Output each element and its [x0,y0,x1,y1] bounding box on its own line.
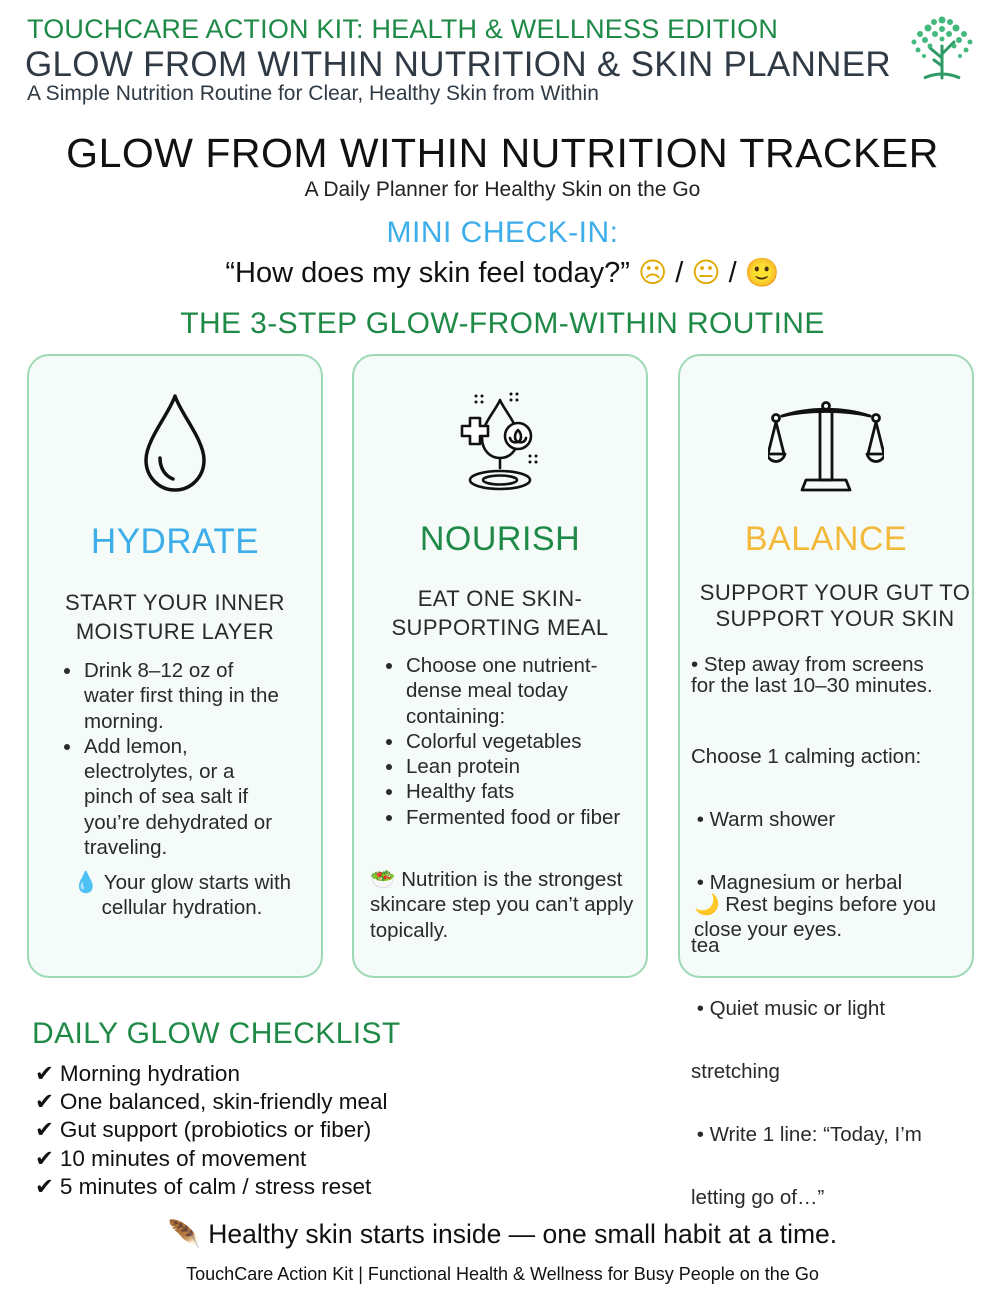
separator: / [728,257,737,289]
hydrate-card [27,354,323,978]
kit-edition-line: TOUCHCARE ACTION KIT: HEALTH & WELLNESS EDITION [27,14,779,44]
list-item: Fermented food or fiber [386,805,636,830]
nourish-card [352,354,648,978]
balance-line: tea [691,934,720,957]
tracker-subtitle: A Daily Planner for Healthy Skin on the Go [304,178,701,201]
moon-icon: 🌙 [694,892,720,916]
balance-line: • Warm shower [691,808,836,831]
balance-line: • Write 1 line: “Today, I’m [691,1123,922,1146]
balance-scale-icon [768,400,884,494]
hydrate-subtitle [29,588,321,646]
nourish-bullet-list [386,653,636,830]
checkmark-icon: ✔ [35,1117,54,1144]
list-item: Choose one nutrient-dense meal today containing: [386,653,636,729]
balance-line: Choose 1 calming action: [691,745,922,768]
footer: TouchCare Action Kit | Functional Health & Wellness for Busy People on the Go [186,1264,819,1284]
planner-subtitle: A Simple Nutrition Routine for Clear, Healthy Skin from Within [27,82,599,105]
checklist-item-label: 5 minutes of calm / stress reset [59,1173,372,1199]
checkmark-icon: ✔ [35,1145,54,1172]
skin-feel-question [0,256,1005,290]
balance-line: • Step away from screens [691,653,924,676]
water-drop-icon: 💧 [72,870,99,894]
checkmark-icon: ✔ [35,1089,54,1116]
neutral-face-icon: 😐 [691,256,721,289]
hydrate-note [51,870,313,921]
list-item: Healthy fats [386,779,636,804]
checklist-item [35,1060,388,1088]
hydrate-bullet-list [64,658,289,860]
nourish-subtitle-line: SUPPORTING MEAL [391,615,609,640]
daily-checklist [35,1060,388,1201]
separator: / [675,257,684,289]
checkmark-icon: ✔ [35,1061,54,1087]
checklist-item-label: 10 minutes of movement [59,1145,307,1171]
balance-subtitle-line: SUPPORT YOUR GUT TO [699,580,971,605]
feather-icon: 🪶 [167,1219,201,1250]
checklist-item [35,1088,388,1116]
checkmark-icon: ✔ [35,1173,54,1200]
checklist-item-label: Gut support (probiotics or fiber) [59,1117,372,1143]
hydrate-title: HYDRATE [90,522,260,561]
balance-calming-actions [691,704,971,1250]
nourish-note-text: Nutrition is the strongest skincare step you can’t apply topically. [370,868,634,942]
balance-title: BALANCE [744,520,908,558]
list-item: Lean protein [386,754,636,779]
sad-face-icon: ☹ [637,256,668,289]
checklist-item [35,1145,388,1173]
tree-logo-icon [906,12,978,82]
question-text: “How does my skin feel today?” [225,257,630,289]
balance-line: stretching [691,1060,780,1083]
nourish-drop-plus-icon [456,388,544,496]
nourish-note [370,867,645,943]
list-item: Colorful vegetables [386,729,636,754]
balance-subtitle-line: SUPPORT YOUR SKIN [715,606,955,631]
nourish-subtitle [354,584,646,642]
balance-card [678,354,974,1209]
daily-checklist-title: DAILY GLOW CHECKLIST [32,1017,401,1050]
balance-line: • Magnesium or herbal [691,871,903,894]
happy-face-icon: 🙂 [744,256,780,289]
balance-line: for the last 10–30 minutes. [691,674,933,697]
tracker-title: GLOW FROM WITHIN NUTRITION TRACKER [66,130,939,176]
checklist-item-label: Morning hydration [59,1061,240,1086]
hydrate-subtitle-line: MOISTURE LAYER [75,619,275,644]
balance-line: • Quiet music or light [691,997,886,1020]
mini-check-in-title: MINI CHECK-IN: [386,216,619,249]
balance-note [694,892,974,943]
salad-icon: 🥗 [370,867,396,891]
checklist-item [35,1173,388,1201]
balance-note-text: Rest begins before you close your eyes. [694,893,937,942]
balance-screens-text [691,654,971,696]
nourish-subtitle-line: EAT ONE SKIN- [417,586,583,611]
balance-subtitle [680,580,990,632]
routine-title: THE 3-STEP GLOW-FROM-WITHIN ROUTINE [180,307,825,340]
tagline [0,1219,1005,1250]
checklist-item-label: One balanced, skin-friendly meal [59,1089,388,1115]
hydrate-subtitle-line: START YOUR INNER [65,590,285,615]
nourish-title: NOURISH [419,520,581,558]
balance-line: letting go of…” [691,1186,825,1209]
tagline-text: Healthy skin starts inside — one small habit at a time. [208,1219,838,1249]
planner-title: GLOW FROM WITHIN NUTRITION & SKIN PLANNER [25,45,891,84]
list-item: Add lemon, electrolytes, or a pinch of sea salt if you’re dehydrated or traveling. [64,734,289,860]
hydrate-note-text: Your glow starts with cellular hydration. [101,871,292,920]
list-item: Drink 8–12 oz of water first thing in the morning. [64,658,289,734]
checklist-item [35,1116,388,1144]
water-drop-icon [140,392,210,494]
